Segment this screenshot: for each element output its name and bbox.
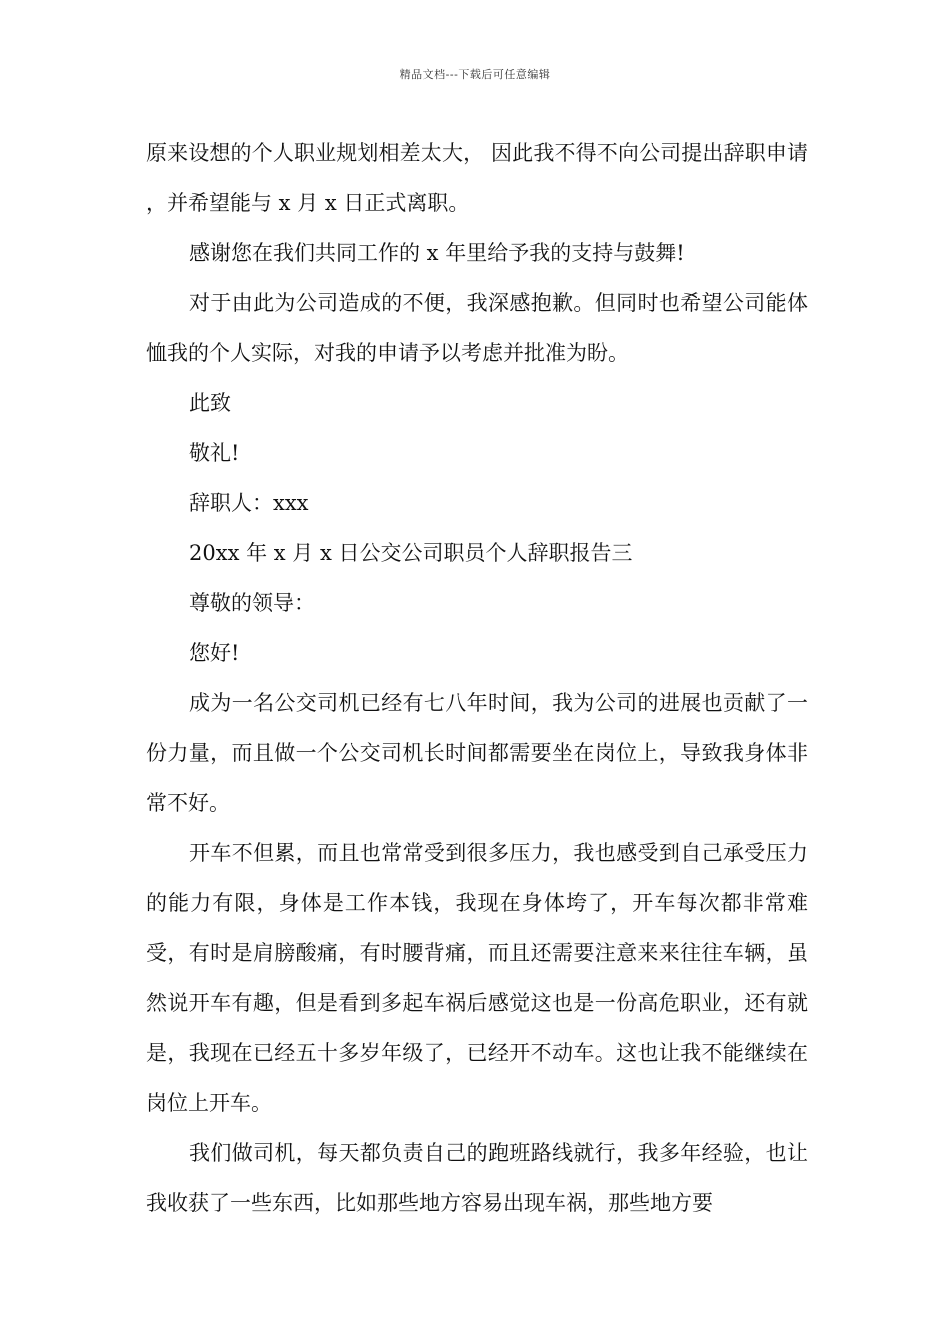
greeting-recipient: 尊敬的领导： bbox=[189, 591, 315, 615]
closing-regards: 敬礼! bbox=[189, 441, 240, 465]
paragraph-body-3: 我们做司机，每天都负责自己的跑班路线就行，我多年经验，也让我收获了一些东西，比如那些地方容易出现车祸，那些地方要 bbox=[146, 1141, 808, 1215]
greeting-hello: 您好! bbox=[189, 641, 240, 665]
closing-salutation: 此致 bbox=[189, 391, 231, 415]
paragraph-body-1: 成为一名公交司机已经有七八年时间，我为公司的进展也贡献了一份力量，而且做一个公交司机长时间都需要坐在岗位上，导致我身体非常不好。 bbox=[146, 691, 808, 815]
paragraph-1: 原来设想的个人职业规划相差太大， 因此我不得不向公司提出辞职申请 ，并希望能与 x 月 x 日正式离职。 bbox=[146, 141, 808, 215]
paragraph-2: 感谢您在我们共同工作的 x 年里给予我的支持与鼓舞! bbox=[189, 241, 685, 265]
section-title: 20xx 年 x 月 x 日公交公司职员个人辞职报告三 bbox=[189, 541, 633, 565]
page-header: 精品文档---下载后可任意编辑 bbox=[399, 68, 551, 81]
document-body bbox=[146, 128, 808, 1228]
paragraph-body-2: 开车不但累，而且也常常受到很多压力，我也感受到自己承受压力的能力有限，身体是工作本钱，我现在身体垮了，开车每次都非常难受，有时是肩膀酸痛，有时腰背痛，而且还需要注意来来往往车辆，虽然说开车有趣，但是看到多起车祸后感觉这也是一份高危职业，还有就是，我现在已经五十多岁年级了，已经开不动车。这也让我不能继续在岗位上开车。 bbox=[146, 841, 808, 1115]
paragraph-3: 对于由此为公司造成的不便，我深感抱歉。但同时也希望公司能体恤我的个人实际，对我的申请予以考虑并批准为盼。 bbox=[146, 291, 808, 365]
signature-line: 辞职人：xxx bbox=[189, 491, 309, 515]
